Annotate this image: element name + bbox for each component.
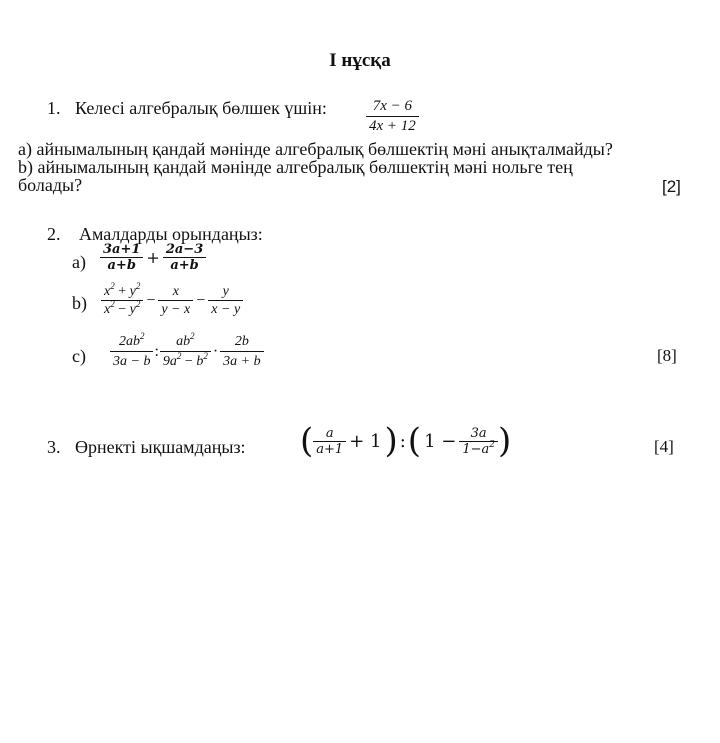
q1-text: Келесі алгебралық бөлшек үшін: xyxy=(75,98,327,118)
page-title: І нұсқа xyxy=(329,50,391,71)
q1-number: 1. xyxy=(47,98,61,118)
q3-expression xyxy=(300,421,512,461)
q2-number: 2. xyxy=(47,224,61,244)
q1-line xyxy=(47,98,327,119)
q3-number: 3. xyxy=(47,437,61,457)
q2a-f2-num: 2a−3 xyxy=(163,242,206,258)
q2b-label: b) xyxy=(72,293,87,313)
q2c-expression xyxy=(110,332,264,371)
q2-text: Амалдарды орындаңыз: xyxy=(79,224,263,244)
q3-colon: : xyxy=(399,430,406,452)
q2c-label: c) xyxy=(72,346,86,366)
q3-f1-den: a+1 xyxy=(316,441,344,457)
q3-f2-den: $1-a^2$ xyxy=(462,439,495,457)
q2c-dot: · xyxy=(212,342,219,360)
q1-frac-den: 4x + 12 xyxy=(369,118,416,134)
q3-f2-num: 3a xyxy=(459,426,498,442)
q2c-f3-den: 3a + b xyxy=(223,354,261,369)
q2b-f2-num: x xyxy=(158,283,193,301)
q2b-minus-2: − xyxy=(196,291,206,309)
q2c-colon: : xyxy=(154,342,159,360)
q2b-expression xyxy=(101,283,243,318)
q2c-f2-den: $9a^2 - b^2$ xyxy=(162,351,208,369)
q2b-f3-den: x − y xyxy=(211,302,241,317)
q3-lparen-1: ( xyxy=(300,421,314,461)
q3-line xyxy=(47,437,246,458)
q2a-f1-num: 3a+1 xyxy=(100,242,143,258)
q2a-expression xyxy=(100,242,206,273)
q2c-f1-den: 3a − b xyxy=(113,354,151,369)
q1-part-b-line1: b) айнымалының қандай мәнінде алгебралық бөлшектің мәні нольге тең xyxy=(18,157,573,177)
q2c-f2-num: $ab^2$ xyxy=(160,332,211,352)
q2b-f2-den: y − x xyxy=(161,302,191,317)
q3-lparen-2: ( xyxy=(407,421,422,461)
q2-score: [8] xyxy=(657,346,677,365)
q1-fraction xyxy=(366,97,419,136)
q2b-f1-num: $x^2 + y^2$ xyxy=(101,283,143,301)
q2a-plus: + xyxy=(146,248,160,267)
q1-part-a: a) айнымалының қандай мәнінде алгебралық бөлшектің мәні анықталмайды? xyxy=(18,139,613,159)
q3-f1-num: a xyxy=(313,426,346,442)
q2b-minus-1: − xyxy=(146,291,156,309)
q1-score: [2] xyxy=(662,177,681,196)
q1-frac-num: 7x − 6 xyxy=(366,97,419,117)
q3-one-minus: 1 − xyxy=(424,430,457,452)
q2a-label: a) xyxy=(72,252,86,272)
q3-score: [4] xyxy=(654,437,674,456)
q2b-f1-den: $x^2 - y^2$ xyxy=(104,299,141,317)
q3-plus-one: + 1 xyxy=(349,430,382,452)
q3-rparen-1: ) xyxy=(384,421,398,461)
q2a-f2-den: a+b xyxy=(170,258,199,273)
q2a-f1-den: a+b xyxy=(107,258,136,273)
q2c-f1-num: $2ab^2$ xyxy=(110,332,153,352)
q3-rparen-2: ) xyxy=(497,421,512,461)
q1-part-b-line2: болады? xyxy=(18,175,83,195)
q2c-f3-num: 2b xyxy=(220,332,263,352)
q3-text: Өрнекті ықшамдаңыз: xyxy=(75,437,246,457)
q2b-f3-num: y xyxy=(208,283,243,301)
